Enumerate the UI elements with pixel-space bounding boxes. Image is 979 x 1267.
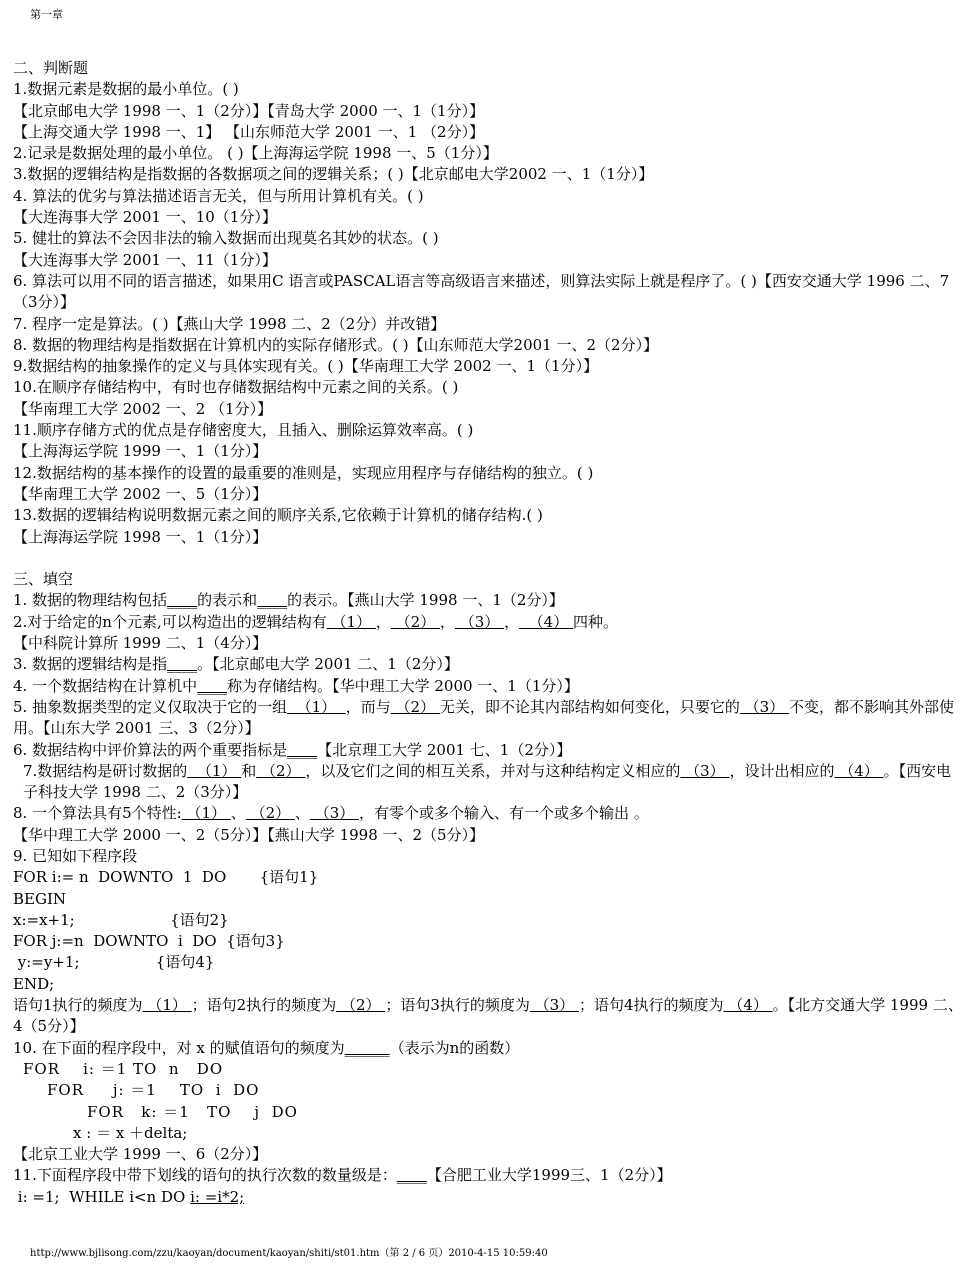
code-line: x:=x+1; {语句2}	[13, 910, 229, 929]
judge-line: 8. 数据的物理结构是指数据在计算机内的实际存储形式。( )【山东师范大学2001 一、2（2分）】	[13, 335, 659, 354]
spacer	[13, 548, 963, 569]
judge-line: 【上海交通大学 1998 一、1】 【山东师范大学 2001 一、1 （2分）】	[13, 122, 485, 141]
fill-q10-source: 【北京工业大学 1999 一、6（2分）】	[13, 1145, 268, 1164]
code-line: x : ＝ x ＋delta;	[73, 1123, 188, 1142]
code-line: i: =1; WHILE i<n DO i: =i*2;	[13, 1187, 245, 1206]
fill-q8: 8. 一个算法具有5个特性: （1） 、 （2） 、 （3） ，有零个或多个输入、有一个或多个输出 。	[13, 804, 649, 823]
judge-line: 5. 健壮的算法不会因非法的输入数据而出现莫名其妙的状态。( )	[13, 229, 439, 248]
code-line: FOR i:= n DOWNTO 1 DO {语句1}	[13, 868, 319, 887]
judge-line: 9.数据结构的抽象操作的定义与具体实现有关。( )【华南理工大学 2002 一、1（1分）】	[13, 357, 599, 376]
fill-q10: 10. 在下面的程序段中，对 x 的赋值语句的频度为______（表示为n的函数）	[13, 1038, 520, 1057]
judge-line: 【大连海事大学 2001 一、10（1分）】	[13, 208, 277, 227]
fill-q8-source: 【华中理工大学 2000 一、2（5分）】【燕山大学 1998 一、2（5分）】	[13, 825, 485, 844]
fill-q1: 1. 数据的物理结构包括____的表示和____的表示。【燕山大学 1998 一、1（2分）】	[13, 591, 564, 610]
fill-q6: 6. 数据结构中评价算法的两个重要指标是____【北京理工大学 2001 七、1（2分）】	[13, 740, 572, 759]
judge-line: 6. 算法可以用不同的语言描述，如果用C 语言或PASCAL语言等高级语言来描述，则算法实际上就是程序了。( )【西安交通大学 1996 二、7（3分）】	[13, 271, 950, 312]
section-title-judge: 二、判断题	[13, 59, 89, 77]
judge-line: 【华南理工大学 2002 一、2 （1分）】	[13, 399, 273, 418]
fill-q11: 11.下面程序段中带下划线的语句的执行次数的数量级是：____【合肥工业大学1999三、1（2分）】	[13, 1166, 672, 1185]
judge-line: 10.在顺序存储结构中，有时也存储数据结构中元素之间的关系。( )	[13, 378, 459, 397]
judge-line: 12.数据结构的基本操作的设置的最重要的准则是，实现应用程序与存储结构的独立。( )	[13, 463, 594, 482]
judge-line: 11.顺序存储方式的优点是存储密度大，且插入、删除运算效率高。( )	[13, 421, 474, 440]
judge-line: 【北京邮电大学 1998 一、1（2分）】【青岛大学 2000 一、1（1分）】	[13, 101, 485, 120]
fill-q9-title: 9. 已知如下程序段	[13, 846, 138, 865]
section-title-fill: 三、填空	[13, 570, 74, 589]
code-line: y:=y+1; {语句4}	[13, 953, 215, 972]
judge-line: 【华南理工大学 2002 一、5（1分）】	[13, 484, 268, 503]
chapter-header: 第一章	[30, 8, 63, 21]
fill-q9-answers: 语句1执行的频度为 （1） ；语句2执行的频度为 （2） ；语句3执行的频度为 （3） ；语句4执行的频度为 （4） 。【北方交通大学 1999 二、4（5分）】	[13, 996, 963, 1036]
judge-line: 【上海海运学院 1999 一、1（1分）】	[13, 442, 268, 461]
judge-line: 4. 算法的优劣与算法描述语言无关，但与所用计算机有关。( )	[13, 186, 424, 205]
judge-line: 【上海海运学院 1998 一、1（1分）】	[13, 527, 268, 546]
code-line: END;	[13, 974, 55, 993]
code-line: FOR j:=n DOWNTO i DO {语句3}	[13, 932, 285, 951]
fill-q4: 4. 一个数据结构在计算机中____称为存储结构。【华中理工大学 2000 一、1（1分）】	[13, 676, 579, 695]
judge-line: 2.记录是数据处理的最小单位。 ( )【上海海运学院 1998 一、5（1分）】	[13, 144, 498, 163]
code-line: BEGIN	[13, 889, 67, 908]
judge-line: 7. 程序一定是算法。( )【燕山大学 1998 二、2（2分）并改错】	[13, 314, 446, 333]
judge-line: 13.数据的逻辑结构说明数据元素之间的顺序关系,它依赖于计算机的储存结构.( )	[13, 506, 543, 525]
code-line: FOR i: ＝1 TO n DO	[23, 1059, 224, 1078]
fill-q2-source: 【中科院计算所 1999 二、1（4分）】	[13, 634, 268, 653]
code-line: FOR j: ＝1 TO i DO	[47, 1081, 260, 1100]
judge-line: 3.数据的逻辑结构是指数据的各数据项之间的逻辑关系；( )【北京邮电大学2002 一、1（1分）】	[13, 165, 654, 184]
judge-line: 【大连海事大学 2001 一、11（1分）】	[13, 250, 277, 269]
code-line: FOR k: ＝1 TO j DO	[87, 1102, 298, 1121]
fill-q3: 3. 数据的逻辑结构是指____。【北京邮电大学 2001 二、1（2分）】	[13, 655, 459, 674]
document-body	[13, 58, 963, 1208]
fill-q2: 2.对于给定的n个元素,可以构造出的逻辑结构有 （1） ， （2） ， （3） ， （4） 四种。	[13, 612, 619, 631]
fill-q5: 5. 抽象数据类型的定义仅取决于它的一组 （1） ，而与 （2） 无关，即不论其内部结构如何变化，只要它的 （3） 不变，都不影响其外部使用。【山东大学 2001 三、3（2分）】	[13, 697, 954, 738]
judge-line: 1.数据元素是数据的最小单位。( )	[13, 80, 239, 99]
page-footer: http://www.bjlisong.com/zzu/kaoyan/document/kaoyan/shiti/st01.htm（第 2 / 6 页）2010-4-15 10:59:40	[30, 1248, 548, 1259]
fill-q7: 7.数据结构是研讨数据的 （1） 和 （2） ，以及它们之间的相互关系，并对与这种结构定义相应的 （3） ，设计出相应的 （4） 。【西安电子科技大学 1998 二、2（3分）】	[23, 761, 952, 802]
